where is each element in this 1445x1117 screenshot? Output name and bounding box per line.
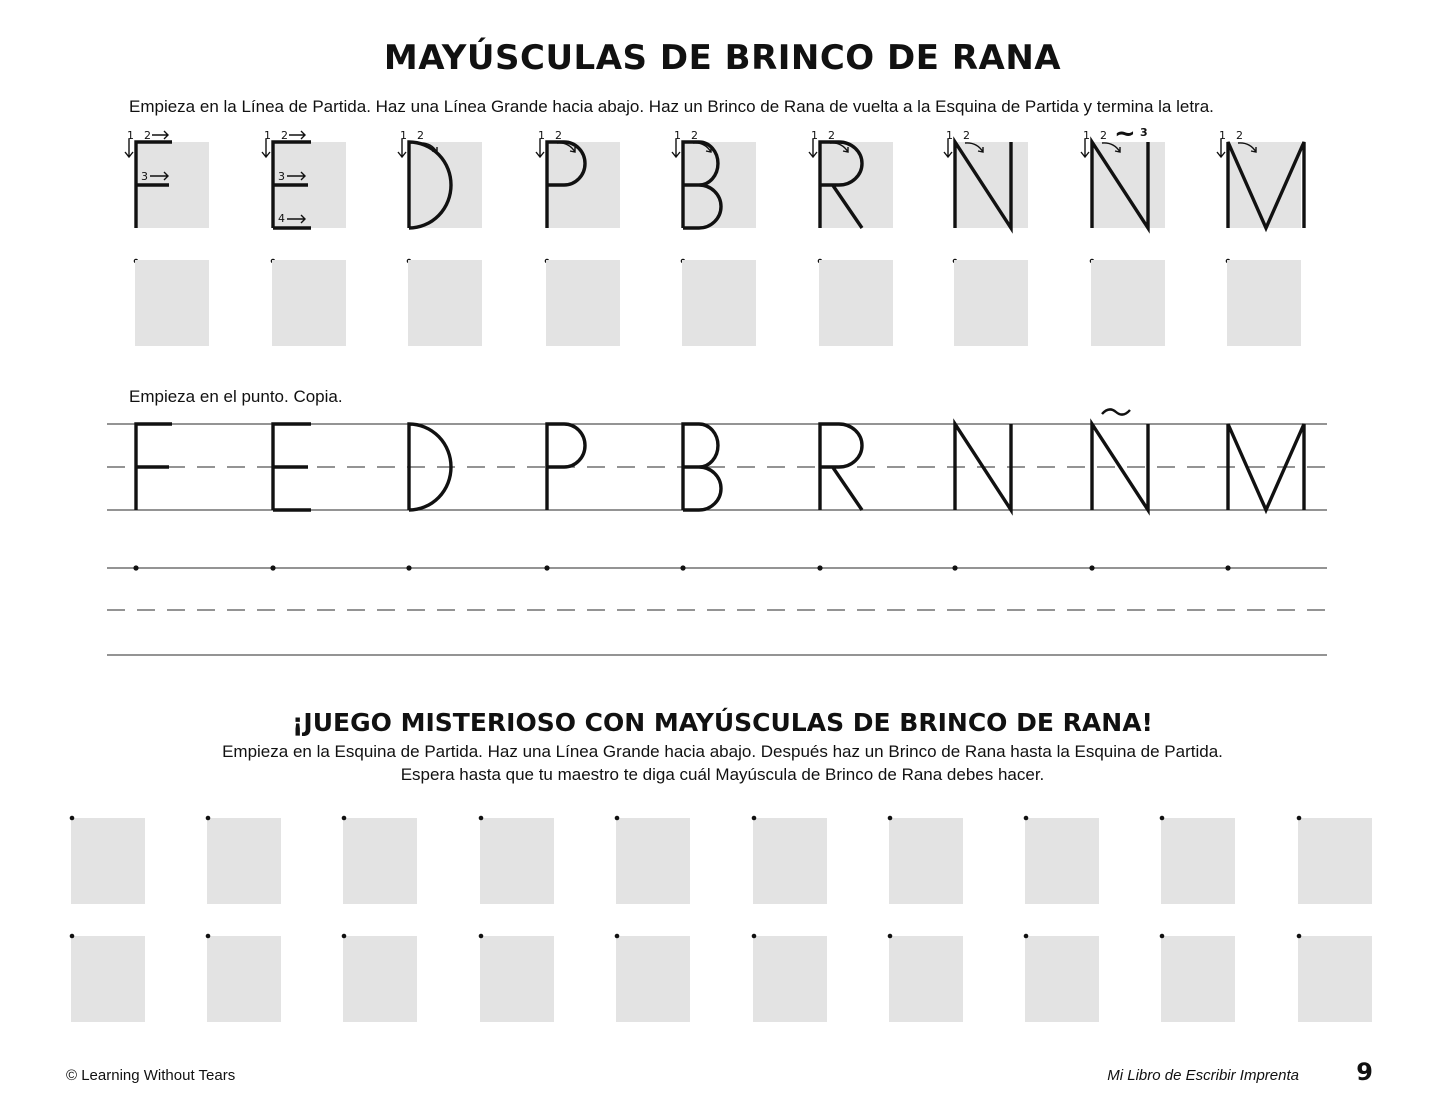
mystery-box — [207, 936, 281, 1022]
practice-box — [819, 260, 893, 346]
mystery-box — [1298, 818, 1372, 904]
mystery-box — [889, 818, 963, 904]
practice-box — [135, 260, 209, 346]
stroke-number-2: 2 — [828, 129, 835, 142]
start-dot — [1225, 565, 1230, 570]
mystery-box — [343, 818, 417, 904]
start-dot — [1089, 565, 1094, 570]
start-dot — [406, 565, 411, 570]
page-title: MAYÚSCULAS DE BRINCO DE RANA — [383, 38, 1062, 78]
copy-model-letter-3 — [547, 424, 585, 510]
stroke-number-2: 2 — [1100, 129, 1107, 142]
model-letter-row — [125, 119, 1304, 228]
practice-box — [1227, 260, 1301, 346]
stroke-number-3: 3 — [278, 170, 285, 183]
copy-model-letter-1 — [273, 424, 311, 510]
start-dot — [1024, 934, 1029, 939]
mystery-instruction-line1: Empieza en la Esquina de Partida. Haz una Línea Grande hacia abajo. Después haz un Brinco de Rana hasta la Esquina de Partida. — [222, 742, 1223, 761]
practice-box — [1091, 260, 1165, 346]
mystery-box — [1025, 936, 1099, 1022]
start-dot — [888, 816, 893, 821]
start-dot — [1024, 816, 1029, 821]
stroke-number-1: 1 — [400, 129, 407, 142]
stroke-number-2: 2 — [281, 129, 288, 142]
mystery-box — [753, 936, 827, 1022]
mystery-box — [1161, 936, 1235, 1022]
practice-box — [954, 260, 1028, 346]
mystery-box — [207, 818, 281, 904]
start-dot — [70, 816, 75, 821]
stroke-number-1: 1 — [811, 129, 818, 142]
start-dot — [342, 816, 347, 821]
mystery-box — [480, 818, 554, 904]
start-dot — [342, 934, 347, 939]
mystery-box — [71, 936, 145, 1022]
tilde-mark — [1102, 409, 1130, 414]
stroke-number-1: 1 — [1219, 129, 1226, 142]
copy-model-letter-5 — [820, 424, 862, 510]
start-dot — [206, 934, 211, 939]
practice-box — [408, 260, 482, 346]
start-dot — [1297, 816, 1302, 821]
mystery-title: ¡JUEGO MISTERIOSO CON MAYÚSCULAS DE BRINCO DE RANA! — [292, 708, 1153, 737]
mystery-box — [753, 818, 827, 904]
copy-writing-lines — [107, 409, 1327, 655]
stroke-number-2: 2 — [417, 129, 424, 142]
stroke-number-1: 1 — [674, 129, 681, 142]
practice-box — [272, 260, 346, 346]
practice-box — [546, 260, 620, 346]
stroke-number-1: 1 — [538, 129, 545, 142]
stroke-number-2: 2 — [1236, 129, 1243, 142]
start-dot — [817, 565, 822, 570]
start-dot — [479, 816, 484, 821]
instruction-top: Empieza en la Línea de Partida. Haz una Línea Grande hacia abajo. Haz un Brinco de Rana de vuelta a la Esquina de Partida y termina la letra. — [129, 97, 1214, 116]
stroke-number-2: 2 — [555, 129, 562, 142]
stroke-number-3: 3 — [141, 170, 148, 183]
start-dot — [888, 934, 893, 939]
stroke-number-4: 4 — [278, 212, 285, 225]
page-number: 9 — [1356, 1058, 1373, 1086]
instruction-copy: Empieza en el punto. Copia. — [129, 387, 343, 406]
stroke-number-2: 2 — [691, 129, 698, 142]
start-dot — [752, 816, 757, 821]
footer-copyright: © Learning Without Tears — [66, 1067, 236, 1084]
mystery-box — [616, 818, 690, 904]
start-dot — [952, 565, 957, 570]
footer-book-title: Mi Libro de Escribir Imprenta — [1107, 1067, 1299, 1084]
stroke-number-1: 1 — [1083, 129, 1090, 142]
mystery-box-grid — [70, 816, 1372, 1022]
mystery-instruction-line2: Espera hasta que tu maestro te diga cuál Mayúscula de Brinco de Rana debes hacer. — [400, 765, 1045, 784]
mystery-box — [889, 936, 963, 1022]
stroke-number-1: 1 — [127, 129, 134, 142]
start-dot — [752, 934, 757, 939]
copy-model-letter-0 — [136, 424, 172, 510]
stroke-number-3: 3 — [1140, 126, 1148, 139]
start-dot — [70, 934, 75, 939]
start-dot — [133, 565, 138, 570]
start-dot — [1160, 934, 1165, 939]
start-dot — [1297, 934, 1302, 939]
start-dot — [544, 565, 549, 570]
start-dot — [615, 816, 620, 821]
stroke-number-1: 1 — [946, 129, 953, 142]
right-arrow-icon — [152, 131, 168, 139]
practice-box — [682, 260, 756, 346]
start-dot — [270, 565, 275, 570]
tilde-mark: ~ — [1114, 119, 1136, 149]
mystery-box — [616, 936, 690, 1022]
mystery-box — [71, 818, 145, 904]
stroke-number-2: 2 — [144, 129, 151, 142]
stroke-number-1: 1 — [264, 129, 271, 142]
start-dot — [206, 816, 211, 821]
model-letter-box — [1227, 142, 1301, 228]
stroke-number-2: 2 — [963, 129, 970, 142]
right-arrow-icon — [289, 131, 305, 139]
model-letter-box — [408, 142, 482, 228]
mystery-instructions — [0, 740, 1445, 786]
mystery-box — [480, 936, 554, 1022]
start-dot — [615, 934, 620, 939]
mystery-box — [1161, 818, 1235, 904]
start-dot — [479, 934, 484, 939]
mystery-box — [1298, 936, 1372, 1022]
start-dot — [1160, 816, 1165, 821]
mystery-box — [343, 936, 417, 1022]
practice-box-row — [134, 259, 1301, 346]
mystery-box — [1025, 818, 1099, 904]
start-dot — [680, 565, 685, 570]
